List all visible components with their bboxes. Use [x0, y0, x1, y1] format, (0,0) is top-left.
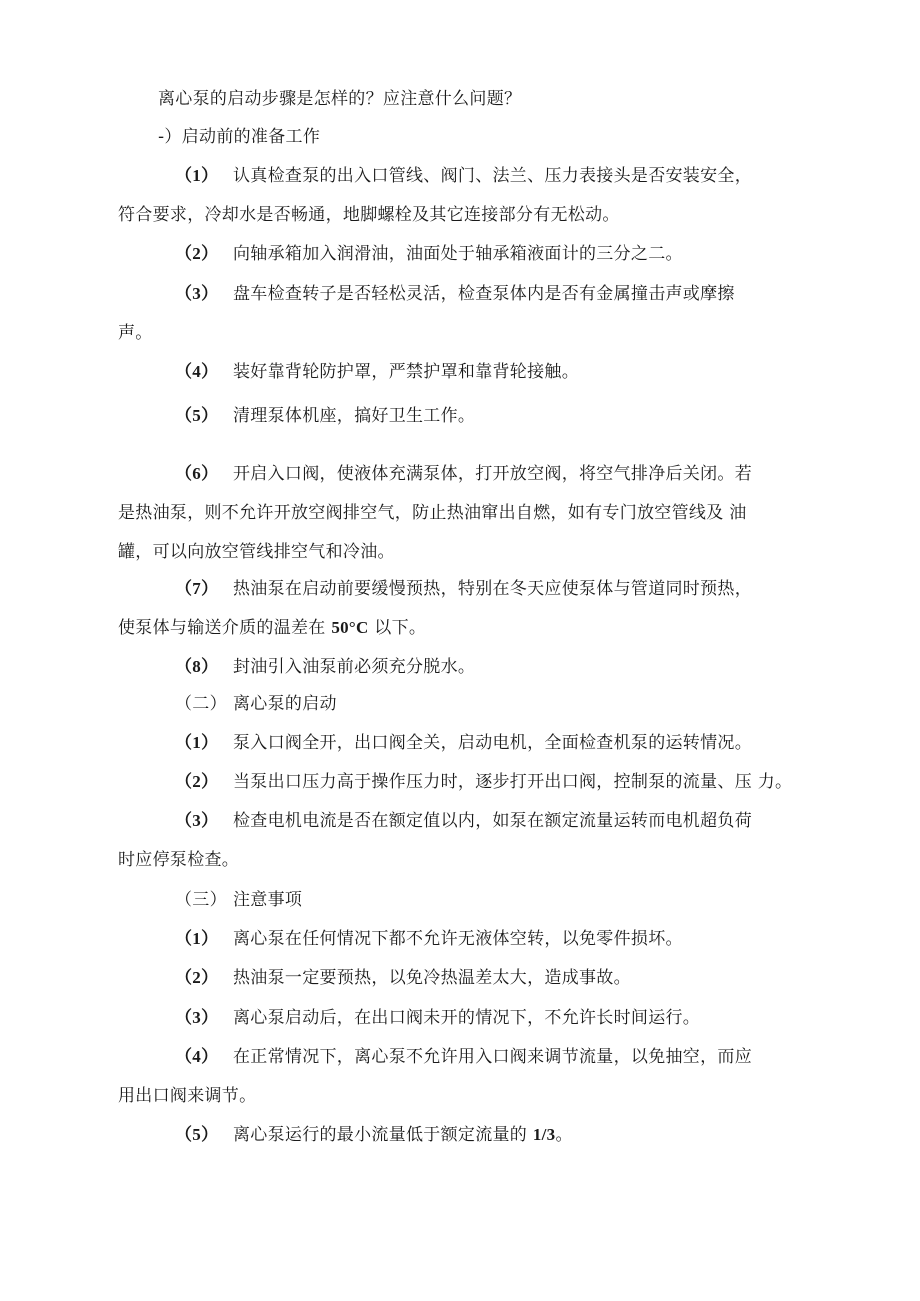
section-1-item-7-line-1 [175, 578, 752, 600]
item-text: 装好靠背轮防护罩，严禁护罩和靠背轮接触。 [233, 362, 579, 382]
section-1-item-1-line-2: 符合要求，冷却水是否畅通，地脚螺栓及其它连接部分有无松动。 [118, 205, 620, 225]
section-title: 离心泵的启动 [233, 694, 337, 714]
item-text: 检查电机电流是否在额定值以内，如泵在额定流量运转而电机超负荷 [233, 811, 752, 831]
section-1-item-8 [175, 656, 475, 678]
item-text: 以下。 [368, 618, 427, 638]
temperature-value: 50°C [331, 618, 369, 637]
item-number: （2） [175, 244, 219, 263]
item-number: （3） [175, 811, 219, 830]
item-number: （5） [175, 406, 219, 425]
item-number: （1） [175, 929, 219, 948]
item-number: （2） [175, 968, 219, 987]
item-number: （4） [175, 1047, 219, 1066]
item-text: 盘车检查转子是否轻松灵活，检查泵体内是否有金属撞击声或摩擦 [233, 284, 735, 304]
item-text: 认真检查泵的出入口管线、阀门、法兰、压力表接头是否安装安全， [233, 166, 752, 186]
item-text: 。 [555, 1125, 573, 1145]
section-2-item-1 [175, 732, 752, 754]
item-number: （1） [175, 166, 219, 185]
section-1-item-5 [175, 405, 475, 427]
section-3-item-4-line-2: 用出口阀来调节。 [118, 1086, 257, 1106]
item-text: 使泵体与输送介质的温差在 [118, 618, 332, 638]
item-text: 在正常情况下，离心泵不允许用入口阀来调节流量，以免抽空，而应 [233, 1047, 752, 1067]
section-number: （三） [175, 890, 227, 910]
section-2-item-3-line-1 [175, 810, 752, 832]
item-text: 当泵出口压力高于操作压力时，逐步打开出口阀，控制泵的流量、压 力。 [233, 772, 793, 792]
section-1-item-3-line-1 [175, 283, 735, 305]
section-1-item-4 [175, 361, 579, 383]
item-text: 离心泵运行的最小流量低于额定流量的 [233, 1125, 533, 1145]
item-number: （8） [175, 657, 219, 676]
fraction-value: 1/3 [532, 1125, 556, 1144]
item-number: （3） [175, 1008, 219, 1027]
item-number: （5） [175, 1125, 219, 1144]
section-3-item-3 [175, 1007, 700, 1029]
section-1-item-2 [175, 243, 683, 265]
section-1-item-1-line-1 [175, 165, 752, 187]
item-number: （4） [175, 362, 219, 381]
section-3-item-4-line-1 [175, 1046, 752, 1068]
item-text: 清理泵体机座，搞好卫生工作。 [233, 406, 476, 426]
section-1-item-6-line-2: 是热油泵，则不允许开放空阀排空气，防止热油窜出自燃，如有专门放空管线及 油 [118, 503, 747, 523]
item-number: （2） [175, 772, 219, 791]
item-text: 开启入口阀，使液体充满泵体，打开放空阀，将空气排净后关闭。若 [233, 464, 752, 484]
section-1-item-6-line-3: 罐，可以向放空管线排空气和冷油。 [118, 542, 395, 562]
section-3-heading [175, 889, 302, 911]
section-3-item-5 [175, 1124, 573, 1146]
section-1-item-3-line-2: 声。 [118, 323, 153, 343]
page-title: 离心泵的启动步骤是怎样的？应注意什么问题？ [158, 89, 522, 109]
section-3-item-1 [175, 928, 683, 950]
section-1-item-7-line-2 [118, 617, 426, 639]
section-2-item-3-line-2: 时应停泵检查。 [118, 850, 240, 870]
section-1-heading: -）启动前的准备工作 [158, 127, 321, 147]
section-2-heading [175, 693, 337, 715]
item-text: 泵入口阀全开，出口阀全关，启动电机，全面检查机泵的运转情况。 [233, 733, 752, 753]
item-number: （1） [175, 733, 219, 752]
item-text: 离心泵启动后，在出口阀未开的情况下，不允许长时间运行。 [233, 1008, 701, 1028]
item-number: （6） [175, 464, 219, 483]
item-text: 封油引入油泵前必须充分脱水。 [233, 657, 476, 677]
section-2-item-2 [175, 771, 792, 793]
item-text: 热油泵在启动前要缓慢预热，特别在冬天应使泵体与管道同时预热， [233, 579, 752, 599]
item-text: 热油泵一定要预热，以免冷热温差太大，造成事故。 [233, 968, 631, 988]
item-text: 离心泵在任何情况下都不允许无液体空转，以免零件损坏。 [233, 929, 683, 949]
item-number: （3） [175, 284, 219, 303]
item-number: （7） [175, 579, 219, 598]
item-text: 向轴承箱加入润滑油，油面处于轴承箱液面计的三分之二。 [233, 244, 683, 264]
section-title: 注意事项 [233, 890, 303, 910]
section-3-item-2 [175, 967, 631, 989]
section-1-item-6-line-1 [175, 463, 752, 485]
section-number: （二） [175, 694, 227, 714]
